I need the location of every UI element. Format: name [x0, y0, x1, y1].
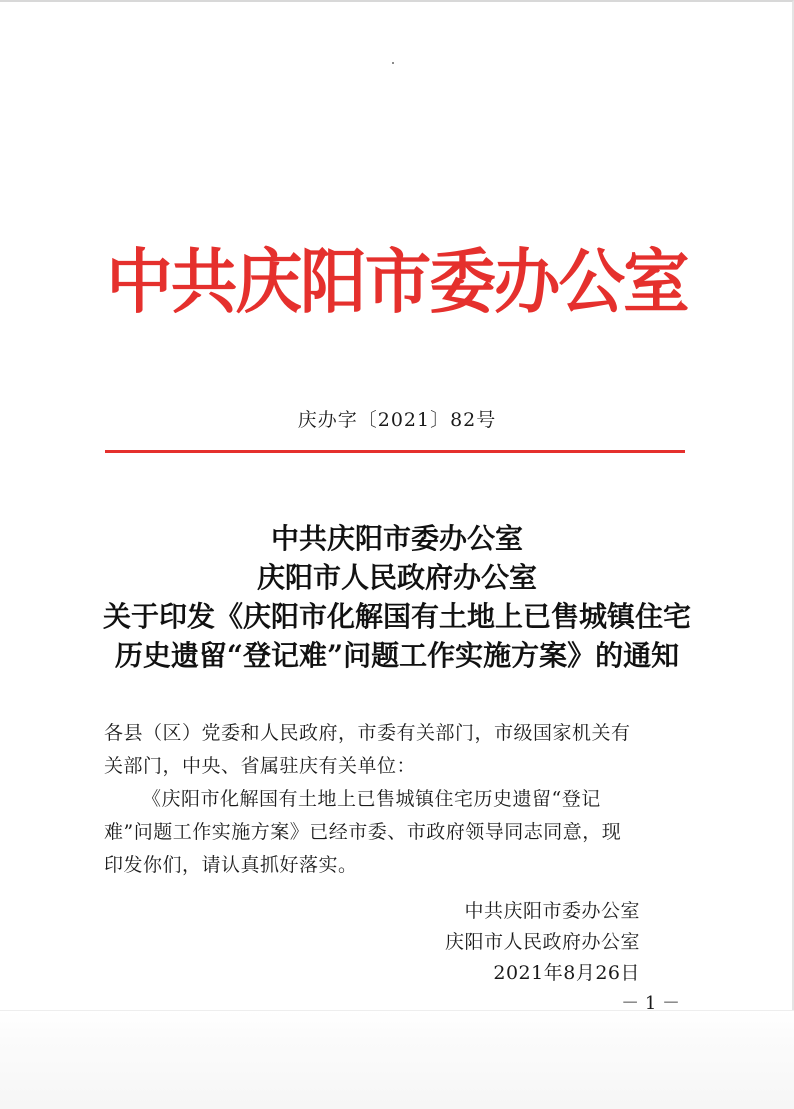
title-line: 关于印发《庆阳市化解国有土地上已售城镇住宅 — [102, 600, 691, 633]
signature-org-2: 庆阳市人民政府办公室 — [444, 931, 640, 953]
signature-org-1: 中共庆阳市委办公室 — [464, 900, 640, 922]
red-separator-rule — [105, 450, 685, 453]
document-body — [104, 717, 694, 882]
scan-bottom-shade — [0, 1010, 794, 1109]
document-title — [60, 519, 734, 675]
masthead-issuer: 中共庆阳市委办公室 — [106, 241, 688, 323]
signature-block — [400, 896, 640, 989]
title-line: 庆阳市人民政府办公室 — [256, 561, 537, 594]
title-line: 历史遗留“登记难”问题工作实施方案》的通知 — [114, 639, 680, 672]
salutation-line: 各县（区）党委和人民政府，市委有关部门，市级国家机关有 — [104, 722, 631, 744]
title-line: 中共庆阳市委办公室 — [270, 522, 523, 555]
salutation-line: 关部门，中央、省属驻庆有关单位： — [104, 755, 417, 777]
page-number: － 1 － — [621, 993, 680, 1014]
paragraph-line: 《庆阳市化解国有土地上已售城镇住宅历史遗留“登记 — [142, 788, 601, 810]
signature-date: 2021年8月26日 — [493, 962, 640, 984]
paragraph-line: 印发你们，请认真抓好落实。 — [104, 854, 358, 876]
paragraph-line: 难”问题工作实施方案》已经市委、市政府领导同志同意，现 — [104, 821, 622, 843]
scan-speck — [392, 62, 394, 64]
document-number: 庆办字〔2021〕82号 — [297, 409, 497, 431]
